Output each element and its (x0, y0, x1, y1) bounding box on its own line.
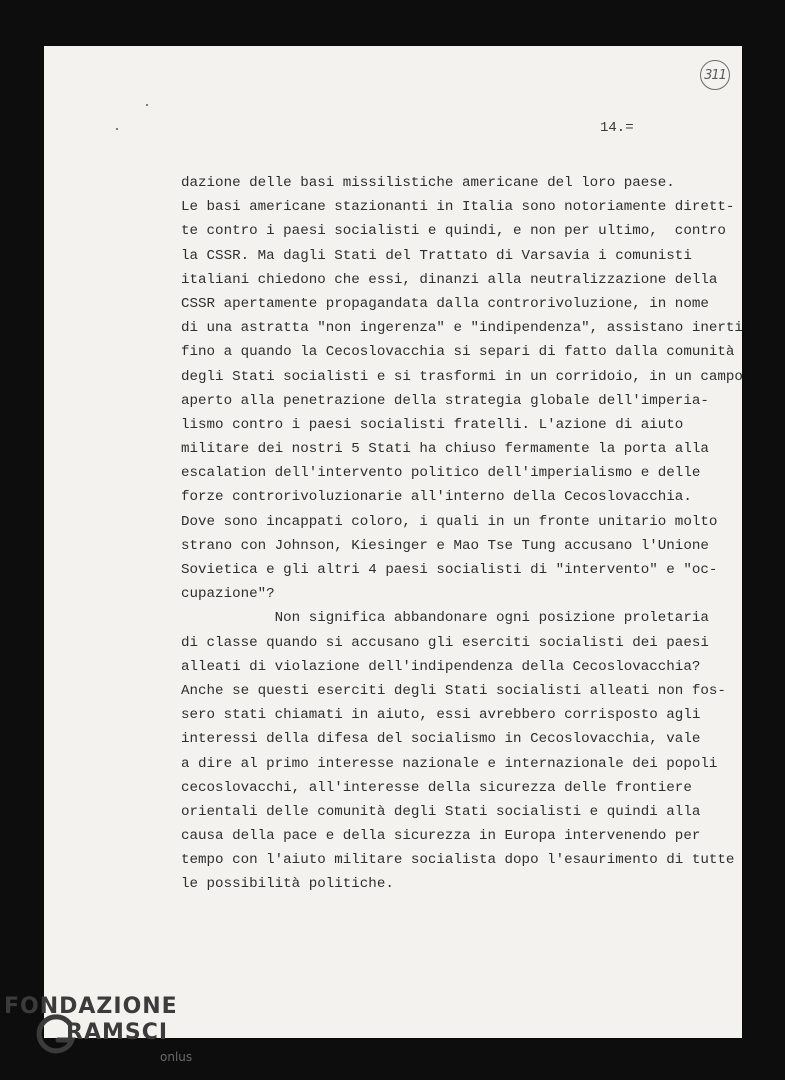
text-line: dazione delle basi missilistiche americane del loro paese. (181, 175, 675, 191)
archive-number-stamp: 311 (700, 60, 730, 90)
text-line: fino a quando la Cecoslovacchia si separi di fatto dalla comunità (181, 344, 735, 361)
body-text (181, 171, 741, 897)
text-line: forze controrivoluzionarie all'interno della Cecoslovacchia. (181, 489, 692, 506)
text-line: sero stati chiamati in aiuto, essi avrebbero corrisposto agli (181, 707, 701, 724)
text-line: interessi della difesa del socialismo in Cecoslovacchia, vale (181, 731, 701, 748)
text-line: di una astratta "non ingerenza" e "indipendenza", assistano inerti (181, 320, 743, 337)
text-line: militare dei nostri 5 Stati ha chiuso fermamente la porta alla (181, 441, 709, 458)
text-line: te contro i paesi socialisti e quindi, e non per ultimo, contro (181, 223, 726, 240)
text-line: Sovietica e gli altri 4 paesi socialisti di "intervento" e "oc- (181, 562, 718, 578)
paper-speck (116, 128, 118, 130)
text-line: italiani chiedono che essi, dinanzi alla neutralizzazione della (181, 271, 718, 288)
text-line: tempo con l'aiuto militare socialista dopo l'esaurimento di tutte (181, 852, 735, 869)
text-line: le possibilità politiche. (181, 876, 394, 893)
text-line: Anche se questi eserciti degli Stati socialisti alleati non fos- (181, 682, 726, 699)
watermark-subtitle: onlus (160, 1050, 193, 1064)
document-page (44, 46, 742, 1038)
text-line: degli Stati socialisti e si trasformi in un corridoio, in un campo (181, 368, 743, 385)
watermark-line1: FONDAZIONE (4, 994, 178, 1019)
text-line: escalation dell'intervento politico dell'imperialismo e delle (181, 465, 701, 482)
text-line: alleati di violazione dell'indipendenza della Cecoslovacchia? (181, 658, 701, 675)
text-line: cecoslovacchi, all'interesse della sicurezza delle frontiere (181, 779, 692, 796)
text-line: causa della pace e della sicurezza in Europa intervenendo per (181, 828, 701, 845)
watermark-line2: RAMSCI (66, 1020, 169, 1045)
text-line: lismo contro i paesi socialisti fratelli. L'azione di aiuto (181, 416, 684, 433)
text-line: a dire al primo interesse nazionale e internazionale dei popoli (181, 755, 718, 772)
text-line: Dove sono incappati coloro, i quali in un fronte unitario molto (181, 513, 718, 530)
page-number: 14.= (600, 120, 634, 136)
text-line: cupazione"? (181, 586, 275, 603)
text-line: la CSSR. Ma dagli Stati del Trattato di Varsavia i comunisti (181, 247, 692, 264)
fondazione-gramsci-watermark (0, 994, 200, 1074)
text-line: Le basi americane stazionanti in Italia sono notoriamente dirett- (181, 199, 735, 216)
text-line: orientali delle comunità degli Stati socialisti e quindi alla (181, 803, 701, 820)
text-line: Non significa abbandonare ogni posizione proletaria (181, 610, 709, 627)
text-line: CSSR apertamente propagandata dalla controrivoluzione, in nome (181, 295, 709, 312)
text-line: strano con Johnson, Kiesinger e Mao Tse Tung accusano l'Unione (181, 537, 709, 554)
text-line: di classe quando si accusano gli eserciti socialisti dei paesi (181, 634, 709, 651)
paper-speck (146, 104, 148, 106)
text-line: aperto alla penetrazione della strategia globale dell'imperia- (181, 392, 709, 409)
